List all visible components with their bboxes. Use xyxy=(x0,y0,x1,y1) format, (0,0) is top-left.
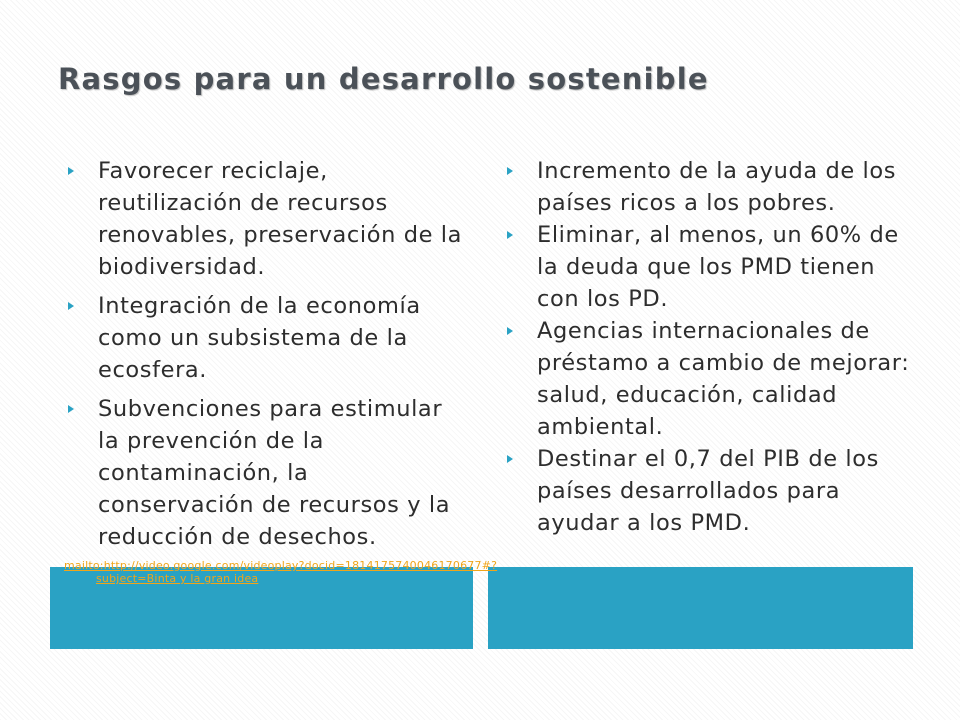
list-item xyxy=(505,219,910,315)
bullet-text: Eliminar, al menos, un 60% de la deuda que los PMD tienen con los PD. xyxy=(537,222,899,312)
bullet-text: Integración de la economía como un subsistema de la ecosfera. xyxy=(98,293,421,383)
triangle-bullet-icon xyxy=(68,405,74,413)
bullet-text: Favorecer reciclaje, reutilización de recursos renovables, preservación de la biodiversidad. xyxy=(98,158,463,280)
triangle-bullet-icon xyxy=(68,167,74,175)
list-item xyxy=(66,393,471,553)
slide-title: Rasgos para un desarrollo sostenible xyxy=(58,62,709,96)
list-item xyxy=(66,290,471,386)
right-bullet-list xyxy=(505,155,910,539)
left-column xyxy=(64,155,498,585)
list-item xyxy=(66,155,471,283)
triangle-bullet-icon xyxy=(507,167,513,175)
list-item xyxy=(505,443,910,539)
right-column xyxy=(505,155,910,539)
bullet-text: Incremento de la ayuda de los países ricos a los pobres. xyxy=(537,158,897,216)
right-accent-panel xyxy=(488,567,913,649)
left-bullet-list xyxy=(66,155,471,553)
video-mailto-link[interactable]: mailto:http://video.google.com/videoplay?docid=1814175740046170677#?subject=Binta y la gran idea xyxy=(64,559,498,585)
triangle-bullet-icon xyxy=(68,302,74,310)
triangle-bullet-icon xyxy=(507,455,513,463)
list-item xyxy=(505,315,910,443)
triangle-bullet-icon xyxy=(507,231,513,239)
bullet-text: Destinar el 0,7 del PIB de los países desarrollados para ayudar a los PMD. xyxy=(537,446,879,536)
triangle-bullet-icon xyxy=(507,327,513,335)
bullet-text: Subvenciones para estimular la prevención de la contaminación, la conservación de recursos y la reducción de desechos. xyxy=(98,396,451,550)
bullet-text: Agencias internacionales de préstamo a cambio de mejorar: salud, educación, calidad ambiental. xyxy=(537,318,910,440)
list-item xyxy=(505,155,910,219)
